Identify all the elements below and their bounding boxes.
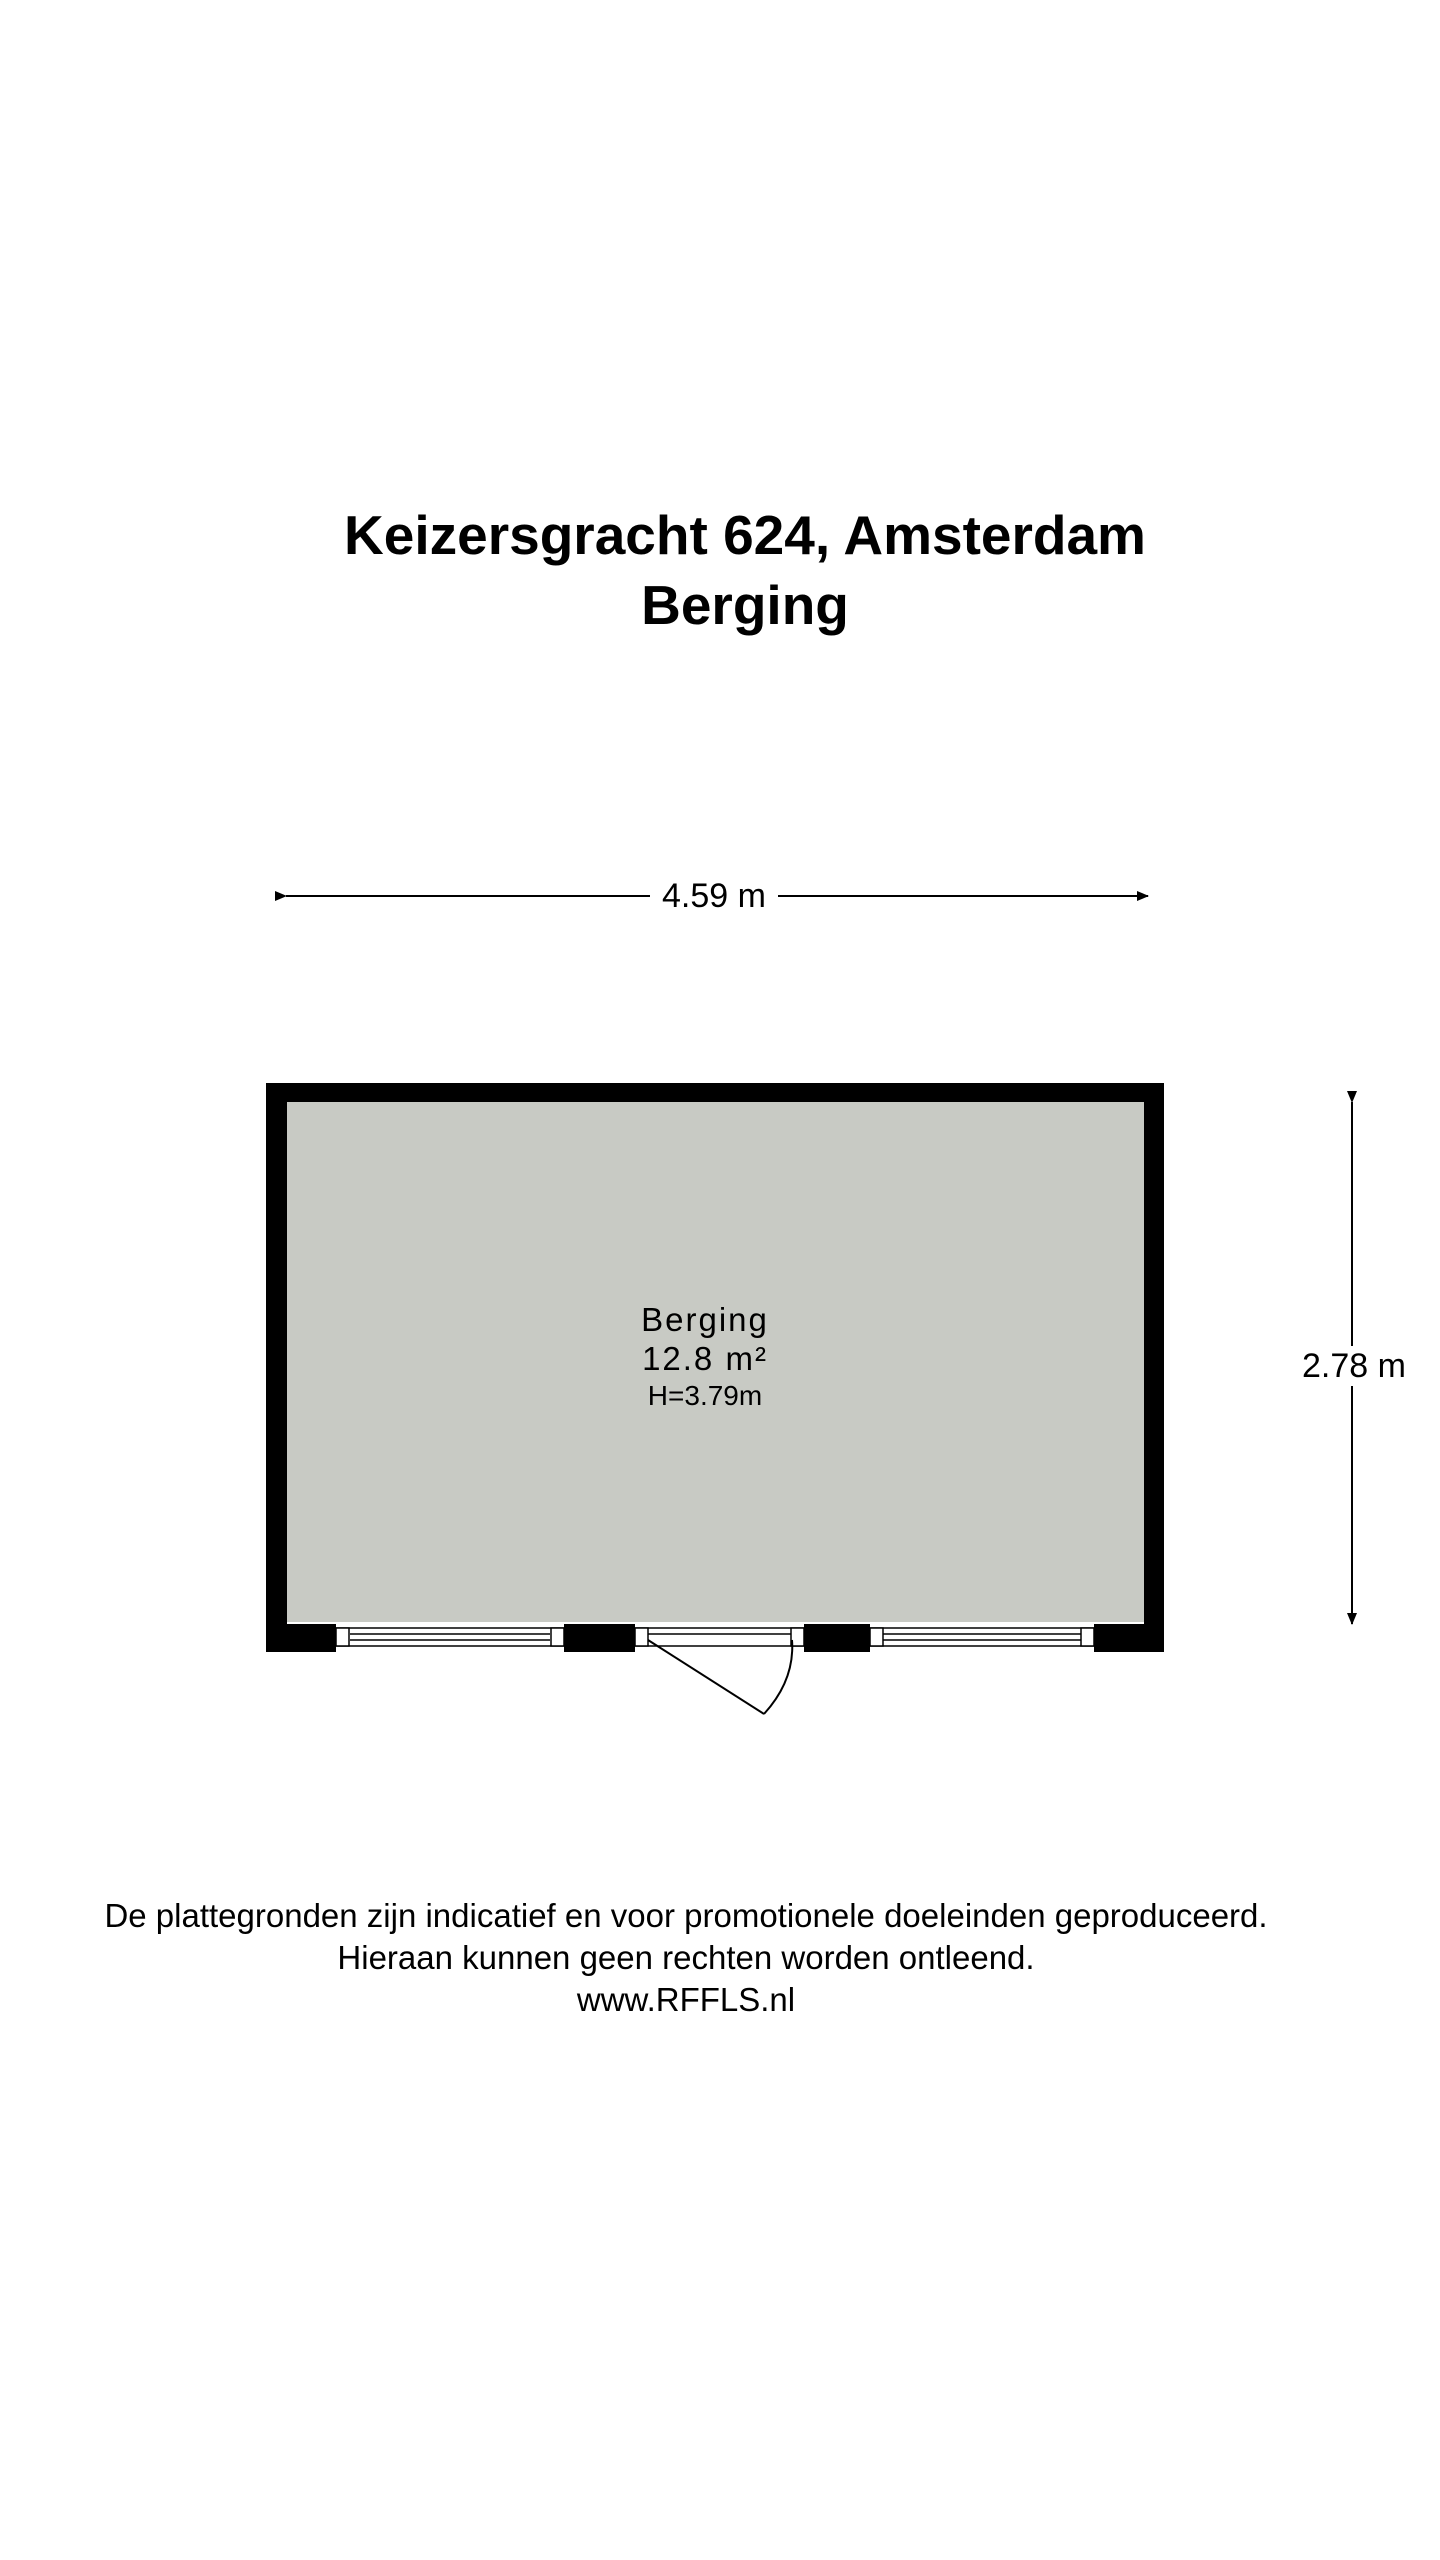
room-label bbox=[590, 1300, 820, 1414]
wall-top bbox=[266, 1083, 1164, 1102]
width-dimension-label: 4.59 m bbox=[650, 876, 778, 916]
floor-title: Berging bbox=[641, 574, 849, 636]
window-right bbox=[870, 1628, 1094, 1646]
wall-left bbox=[266, 1083, 287, 1652]
room-height: H=3.79m bbox=[647, 1380, 763, 1411]
door bbox=[635, 1628, 804, 1714]
room-area: 12.8 m² bbox=[642, 1340, 768, 1377]
door-leaf bbox=[648, 1640, 764, 1714]
wall-pier bbox=[1094, 1624, 1164, 1652]
disclaimer-line-2: Hieraan kunnen geen rechten worden ontleend. bbox=[337, 1939, 1035, 1976]
wall-pier bbox=[804, 1624, 870, 1652]
wall-pier bbox=[266, 1624, 336, 1652]
wall-right bbox=[1144, 1083, 1164, 1652]
door-swing-arc bbox=[764, 1640, 792, 1714]
depth-dimension-label: 2.78 m bbox=[1302, 1347, 1406, 1385]
address-title: Keizersgracht 624, Amsterdam bbox=[344, 504, 1146, 566]
website-text: www.RFFLS.nl bbox=[576, 1981, 796, 2018]
disclaimer bbox=[0, 1895, 1372, 2021]
room-name: Berging bbox=[641, 1301, 769, 1338]
window-left bbox=[336, 1628, 564, 1646]
disclaimer-line-1: De plattegronden zijn indicatief en voor promotionele doeleinden geproduceerd. bbox=[104, 1897, 1268, 1934]
wall-pier bbox=[564, 1624, 635, 1652]
